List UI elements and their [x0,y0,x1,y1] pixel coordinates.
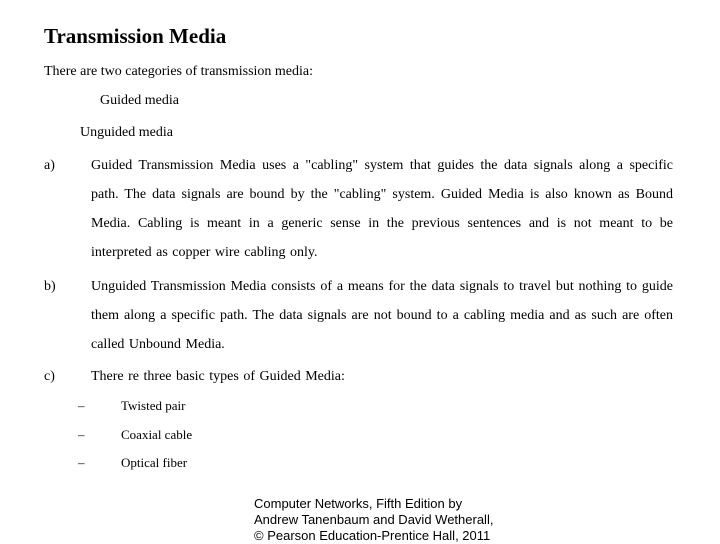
point-c-text: There re three basic types of Guided Media: [91,369,345,384]
bullet-dash: – [78,455,85,470]
footer-credit: Computer Networks, Fifth Edition by Andrew Tanenbaum and David Wetherall, © Pearson Education-Prentice Hall, 2011 [254,496,494,543]
point-a-text: Guided Transmission Media uses a "cabling" system that guides the data signals along a specific path. The data signals are bound by the "cabling" system. Guided Media is also known as Bound Media. Cabling is meant in a generic sense in the previous sentences and is not meant to be interpreted as copper wire cabling only. [91,158,673,260]
guided-type-twisted-pair: Twisted pair [121,398,186,413]
point-a-marker: a) [44,158,55,173]
bullet-dash: – [78,398,85,413]
category-guided-media: Guided media [100,93,179,108]
point-c-marker: c) [44,369,55,384]
slide-title: Transmission Media [44,24,227,48]
guided-type-optical-fiber: Optical fiber [121,455,188,470]
intro-text: There are two categories of transmission media: [44,64,314,79]
guided-type-coaxial-cable: Coaxial cable [121,427,193,442]
bullet-dash: – [78,427,85,442]
point-b-text: Unguided Transmission Media consists of a means for the data signals to travel but nothing to guide them along a specific path. The data signals are not bound to a cabling media and as such are often called Unbound Media. [91,279,673,352]
point-b-marker: b) [44,279,56,294]
category-unguided-media: Unguided media [80,125,173,140]
